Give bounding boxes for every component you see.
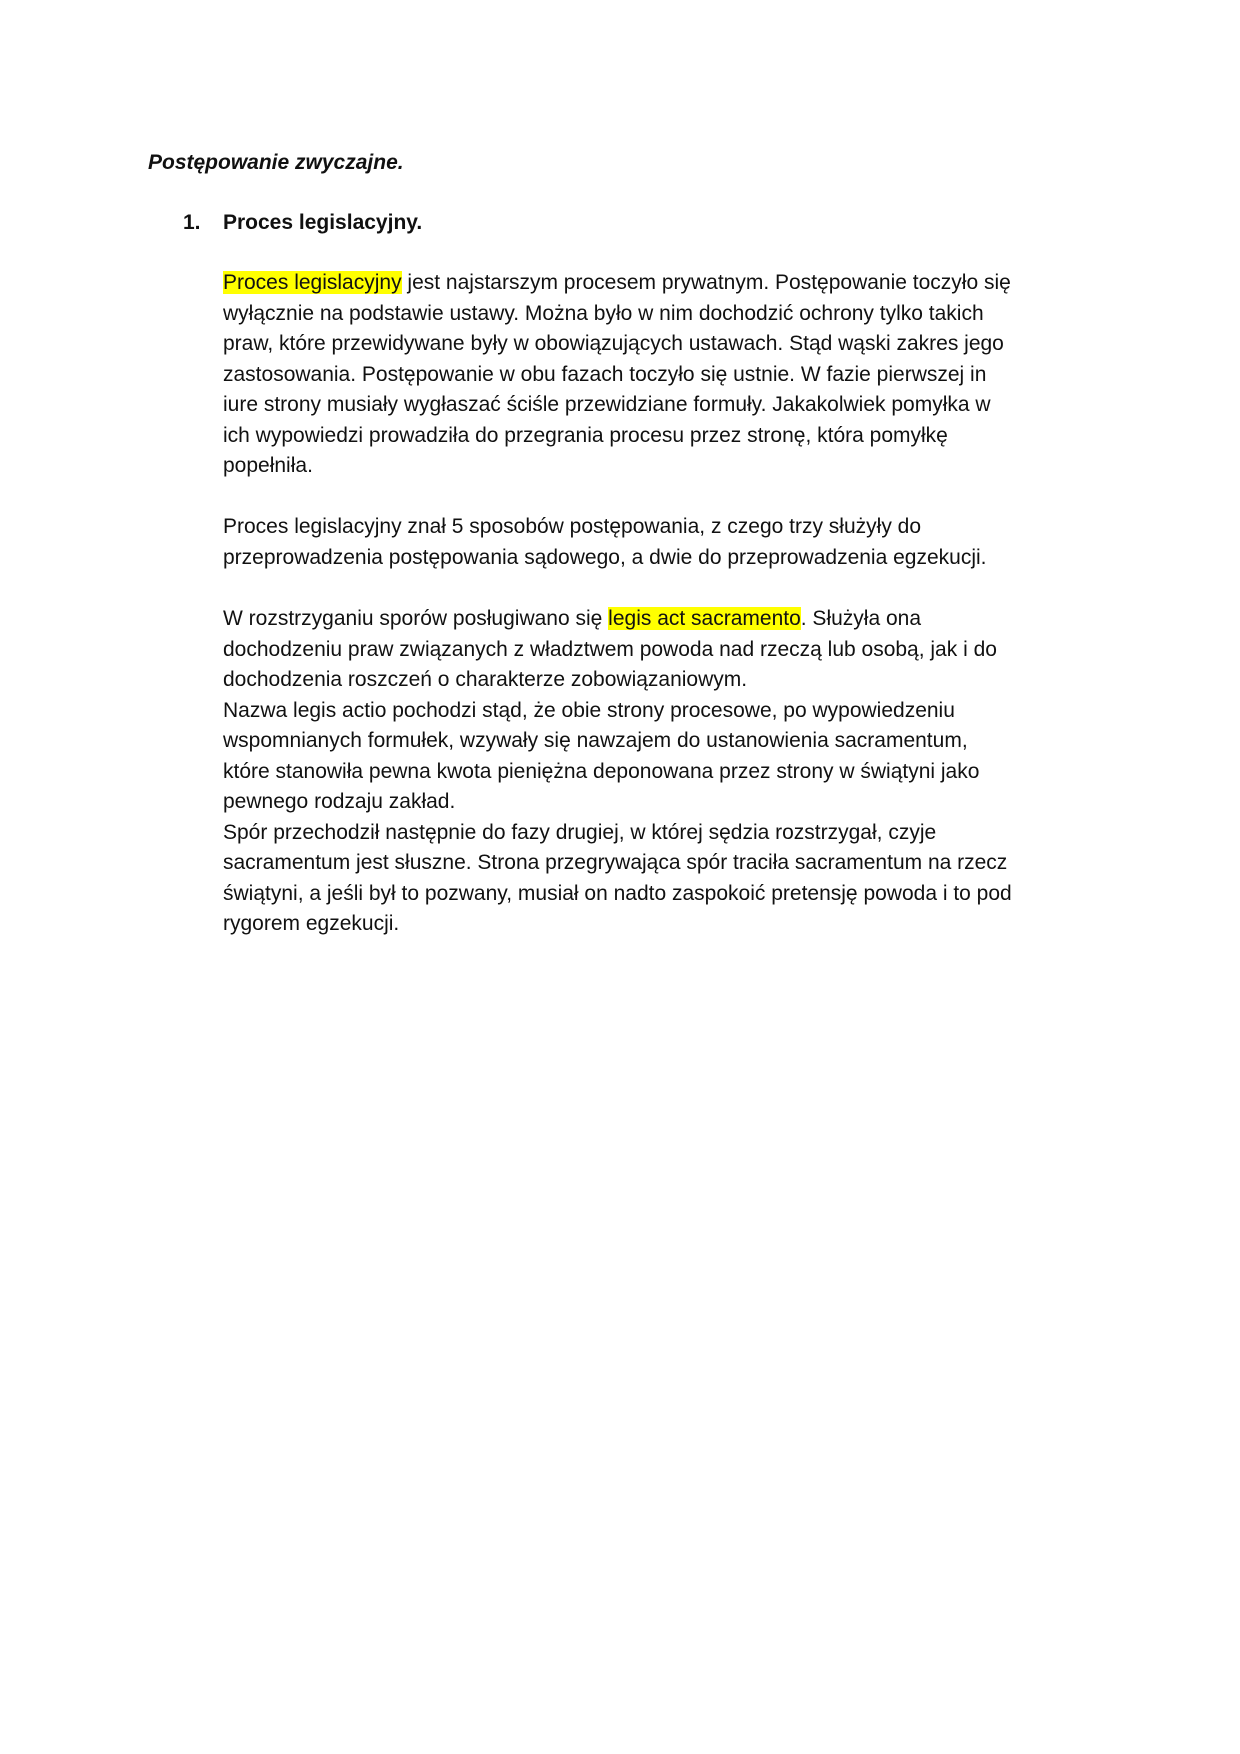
paragraph-line: które stanowiła pewna kwota pieniężna deponowana przez strony w świątyni jako — [223, 759, 980, 783]
section-number: 1. — [183, 211, 201, 234]
paragraph-line: pewnego rodzaju zakład. — [223, 790, 456, 813]
paragraph-line: ich wypowiedzi prowadziła do przegrania procesu przez stronę, która pomyłkę — [223, 423, 948, 447]
paragraph-line: dochodzenia roszczeń o charakterze zobowiązaniowym. — [223, 668, 748, 691]
line-before-highlight: W rozstrzyganiu sporów posługiwano się — [223, 607, 609, 630]
paragraph-line: wspomnianych formułek, wzywały się nawzajem do ustanowienia sacramentum, — [223, 729, 968, 752]
document-title: Postępowanie zwyczajne. — [148, 151, 404, 174]
paragraph-line: wyłącznie na podstawie ustawy. Można było w nim dochodzić ochrony tylko takich — [223, 301, 984, 325]
paragraph-3 — [223, 604, 1103, 940]
paragraph-line: przeprowadzenia postępowania sądowego, a dwie do przeprowadzenia egzekucji. — [223, 545, 987, 569]
paragraph-line: Proces legislacyjny znał 5 sposobów postępowania, z czego trzy służyły do — [223, 515, 922, 538]
paragraph-line: Spór przechodził następnie do fazy drugiej, w której sędzia rozstrzygał, czyje — [223, 820, 937, 844]
paragraph-1 — [223, 268, 1103, 482]
paragraph-line: praw, które przewidywane były w obowiązujących ustawach. Stąd wąski zakres jego — [223, 332, 1004, 355]
paragraph-line: dochodzeniu praw związanych z władztwem powoda nad rzeczą lub osobą, jak i do — [223, 637, 997, 661]
paragraph-line: Nazwa legis actio pochodzi stąd, że obie strony procesowe, po wypowiedzeniu — [223, 698, 955, 722]
paragraph-line: świątyni, a jeśli był to pozwany, musiał on nadto zaspokoić pretensję powoda i to pod — [223, 881, 1012, 905]
highlighted-term: Proces legislacyjny — [223, 271, 402, 294]
section-heading — [183, 208, 422, 238]
paragraph-line: rygorem egzekucji. — [223, 912, 400, 935]
highlighted-term: legis act sacramento — [608, 607, 801, 630]
paragraph-line: sacramentum jest słuszne. Strona przegrywająca spór traciła sacramentum na rzecz — [223, 851, 1008, 874]
section-title: Proces legislacyjny. — [223, 211, 423, 234]
paragraph-line: iure strony musiały wygłaszać ściśle przewidziane formuły. Jakakolwiek pomyłka w — [223, 393, 991, 416]
paragraph-line: popełniła. — [223, 454, 313, 477]
paragraph-2 — [223, 512, 1103, 573]
line-after-highlight: . Służyła ona — [800, 607, 922, 630]
paragraph-line — [223, 268, 1103, 299]
line-rest: jest najstarszym procesem prywatnym. Postępowanie toczyło się — [401, 271, 1011, 294]
paragraph-line — [223, 604, 1103, 635]
paragraph-line: zastosowania. Postępowanie w obu fazach toczyło się ustnie. W fazie pierwszej in — [223, 362, 987, 386]
